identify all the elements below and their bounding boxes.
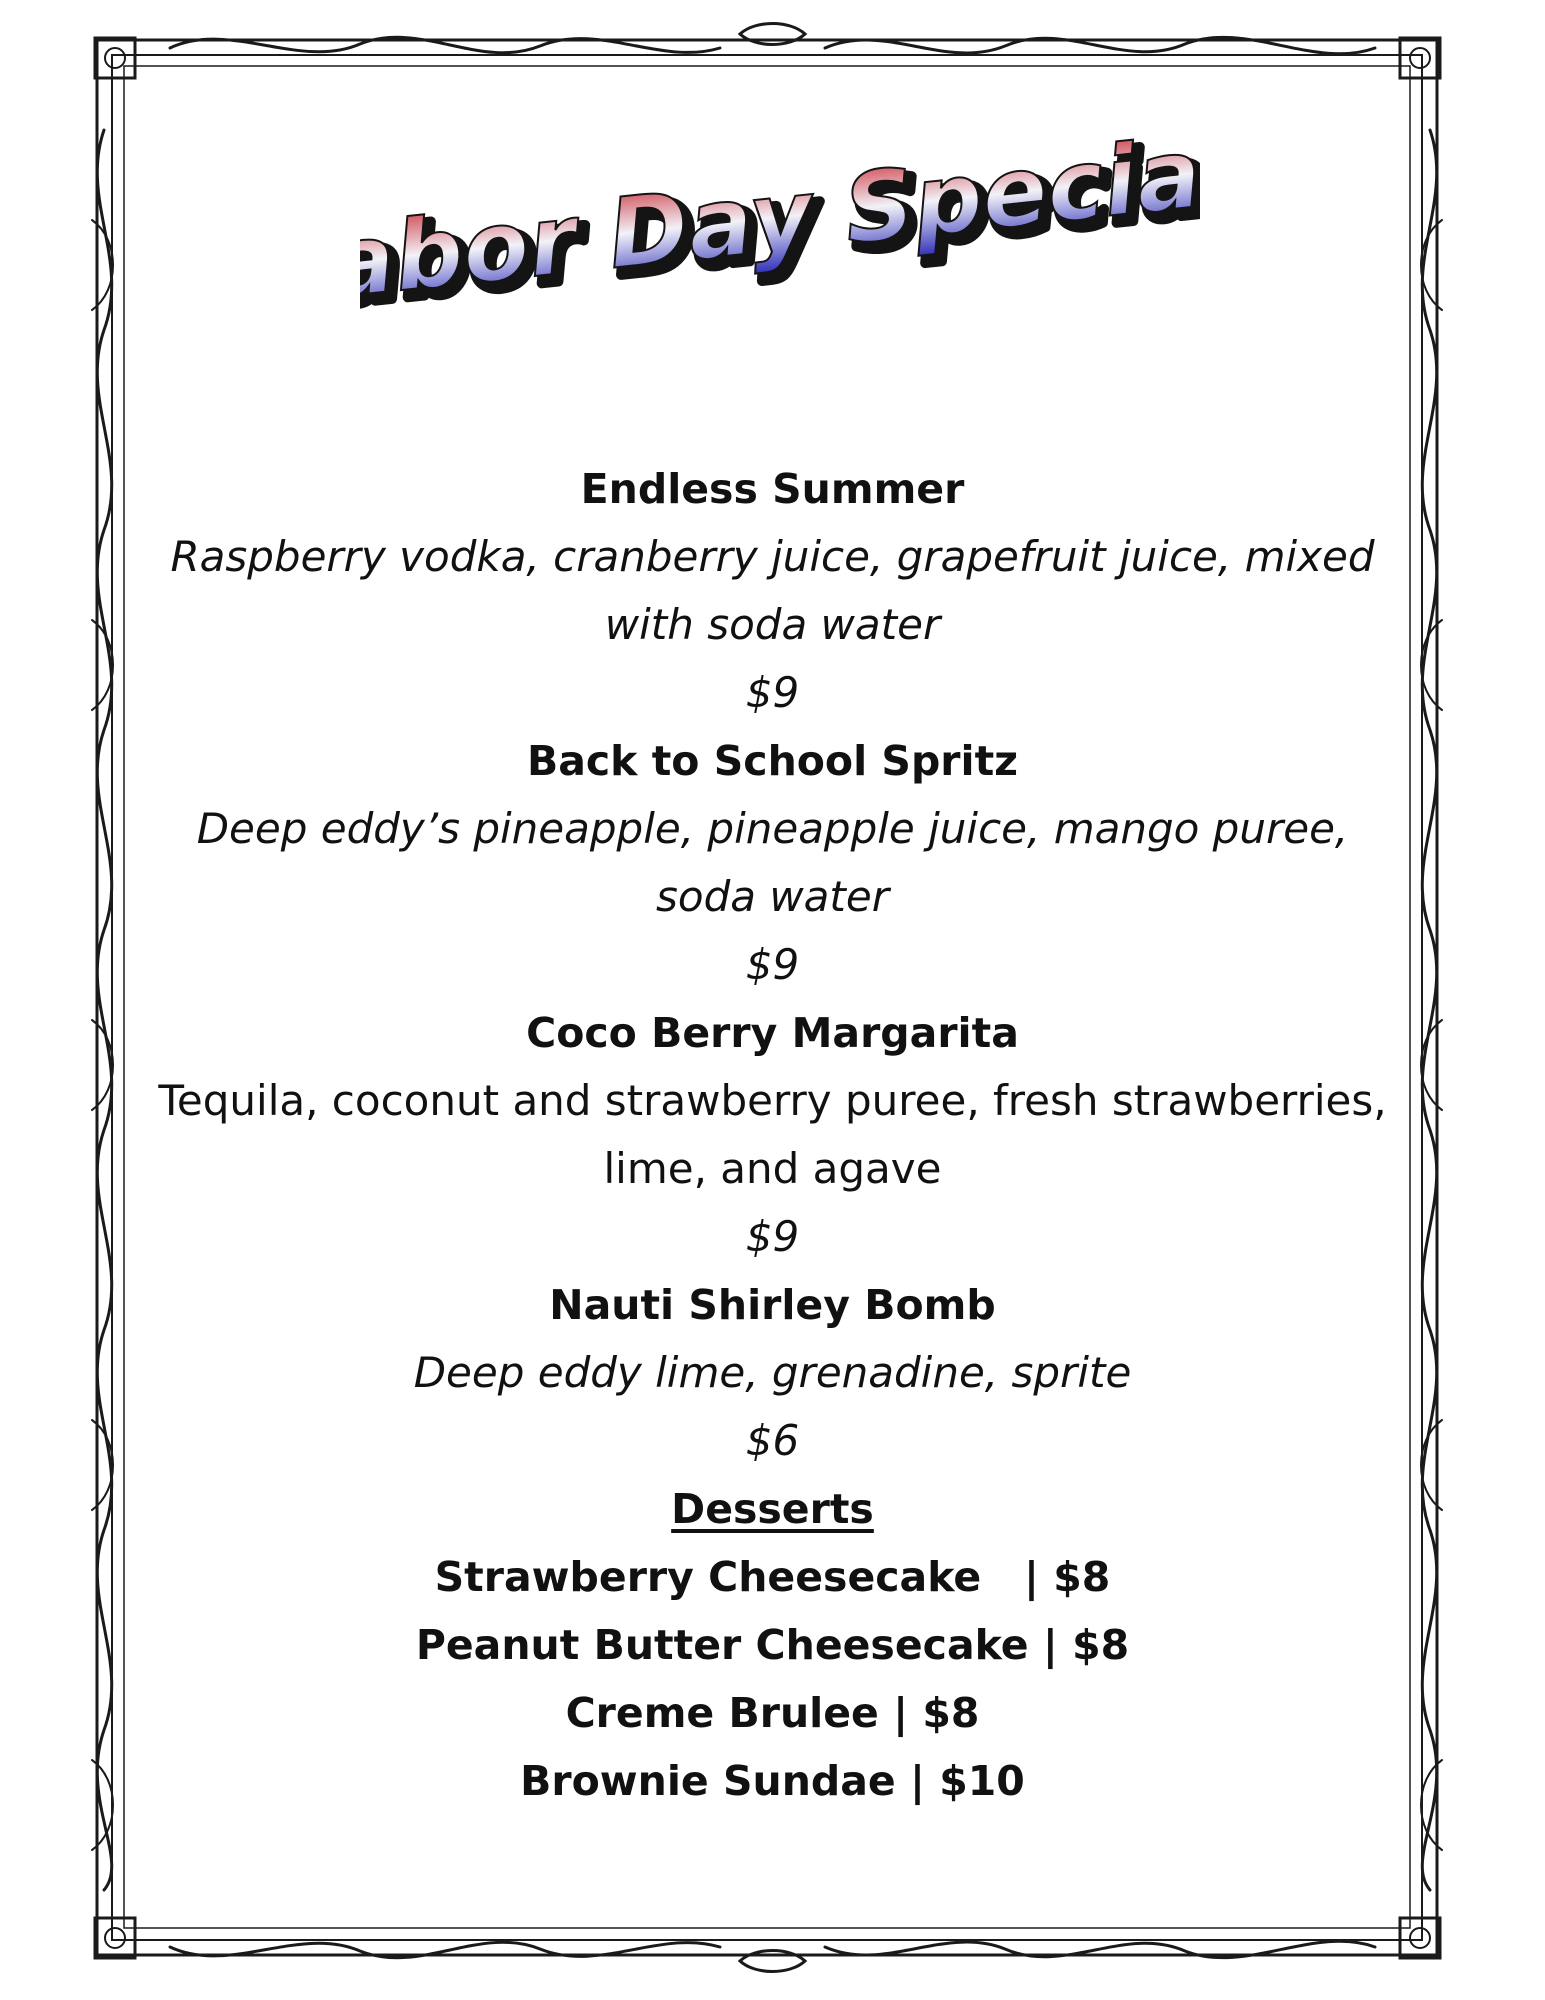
drink-name: Coco Berry Margarita (526, 1009, 1019, 1057)
drink-item (150, 455, 1395, 727)
desserts-section (150, 1475, 1395, 1815)
drink-name: Back to School Spritz (526, 737, 1019, 785)
title-shadow-text: Labor Day Specials (360, 120, 1200, 320)
page-title: Labor Day Specials (360, 120, 1200, 320)
drink-item (150, 999, 1395, 1271)
drink-item (150, 727, 1395, 999)
title-graphic (360, 120, 1200, 320)
drink-description: with soda water (604, 600, 941, 649)
drink-price: $9 (745, 1212, 800, 1261)
drink-price: $6 (745, 1416, 800, 1465)
drink-description: soda water (656, 872, 889, 921)
title-banner (360, 120, 1200, 320)
drink-price: $9 (745, 668, 800, 717)
drink-name: Nauti Shirley Bomb (549, 1281, 996, 1329)
drink-item (150, 1271, 1395, 1475)
drink-price: $9 (745, 940, 800, 989)
drink-description: Deep eddy’s pineapple, pineapple juice, mango puree, (196, 804, 1349, 853)
drink-description: Raspberry vodka, cranberry juice, grapefruit juice, mixed (170, 532, 1375, 581)
dessert-item: Peanut Butter Cheesecake | $8 (415, 1621, 1130, 1669)
menu-list (150, 455, 1395, 1815)
drink-name: Endless Summer (580, 465, 965, 513)
drink-description: lime, and agave (603, 1144, 942, 1193)
dessert-item: Strawberry Cheesecake | $8 (434, 1553, 1111, 1601)
drink-description: Deep eddy lime, grenadine, sprite (413, 1348, 1132, 1397)
dessert-item: Creme Brulee | $8 (565, 1689, 980, 1737)
drink-description: Tequila, coconut and strawberry puree, fresh strawberries, (158, 1076, 1387, 1125)
dessert-item: Brownie Sundae | $10 (520, 1757, 1025, 1805)
desserts-heading: Desserts (671, 1485, 874, 1533)
